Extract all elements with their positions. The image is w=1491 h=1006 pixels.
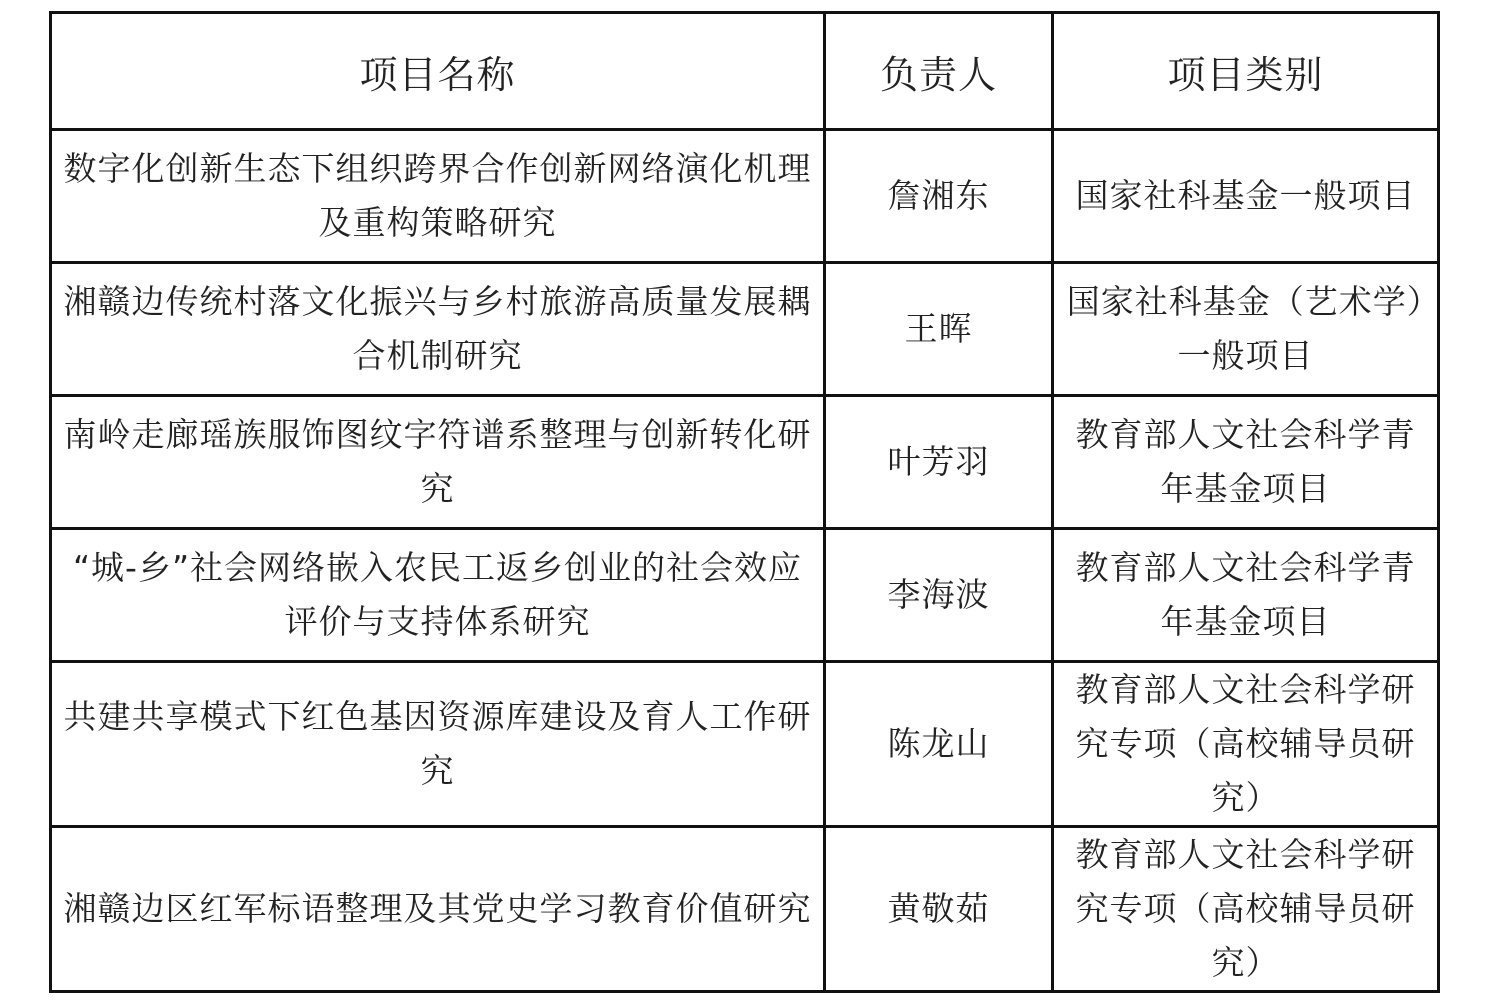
table-row — [51, 130, 1439, 263]
leader-cell: 叶芳羽 — [825, 396, 1053, 529]
table-header-row — [51, 13, 1439, 130]
table-row — [51, 529, 1439, 662]
header-project-name: 项目名称 — [51, 13, 825, 130]
leader-cell: 黄敬茹 — [825, 827, 1053, 992]
project-name-cell: 共建共享模式下红色基因资源库建设及育人工作研究 — [51, 662, 825, 827]
category-cell: 教育部人文社会科学青年基金项目 — [1053, 529, 1439, 662]
table-row — [51, 662, 1439, 827]
table-row — [51, 263, 1439, 396]
category-cell: 国家社科基金一般项目 — [1053, 130, 1439, 263]
category-cell: 教育部人文社会科学研究专项（高校辅导员研究） — [1053, 662, 1439, 827]
project-name-cell: 湘赣边传统村落文化振兴与乡村旅游高质量发展耦合机制研究 — [51, 263, 825, 396]
leader-cell: 陈龙山 — [825, 662, 1053, 827]
leader-cell: 王晖 — [825, 263, 1053, 396]
category-cell: 国家社科基金（艺术学）一般项目 — [1053, 263, 1439, 396]
project-name-cell: “城-乡”社会网络嵌入农民工返乡创业的社会效应评价与支持体系研究 — [51, 529, 825, 662]
table-row — [51, 827, 1439, 992]
project-name-cell: 南岭走廊瑶族服饰图纹字符谱系整理与创新转化研究 — [51, 396, 825, 529]
header-project-category: 项目类别 — [1053, 13, 1439, 130]
category-cell: 教育部人文社会科学研究专项（高校辅导员研究） — [1053, 827, 1439, 992]
leader-cell: 詹湘东 — [825, 130, 1053, 263]
leader-cell: 李海波 — [825, 529, 1053, 662]
header-leader: 负责人 — [825, 13, 1053, 130]
table-row — [51, 396, 1439, 529]
project-table — [49, 11, 1440, 993]
category-cell: 教育部人文社会科学青年基金项目 — [1053, 396, 1439, 529]
project-name-cell: 数字化创新生态下组织跨界合作创新网络演化机理及重构策略研究 — [51, 130, 825, 263]
project-name-cell: 湘赣边区红军标语整理及其党史学习教育价值研究 — [51, 827, 825, 992]
